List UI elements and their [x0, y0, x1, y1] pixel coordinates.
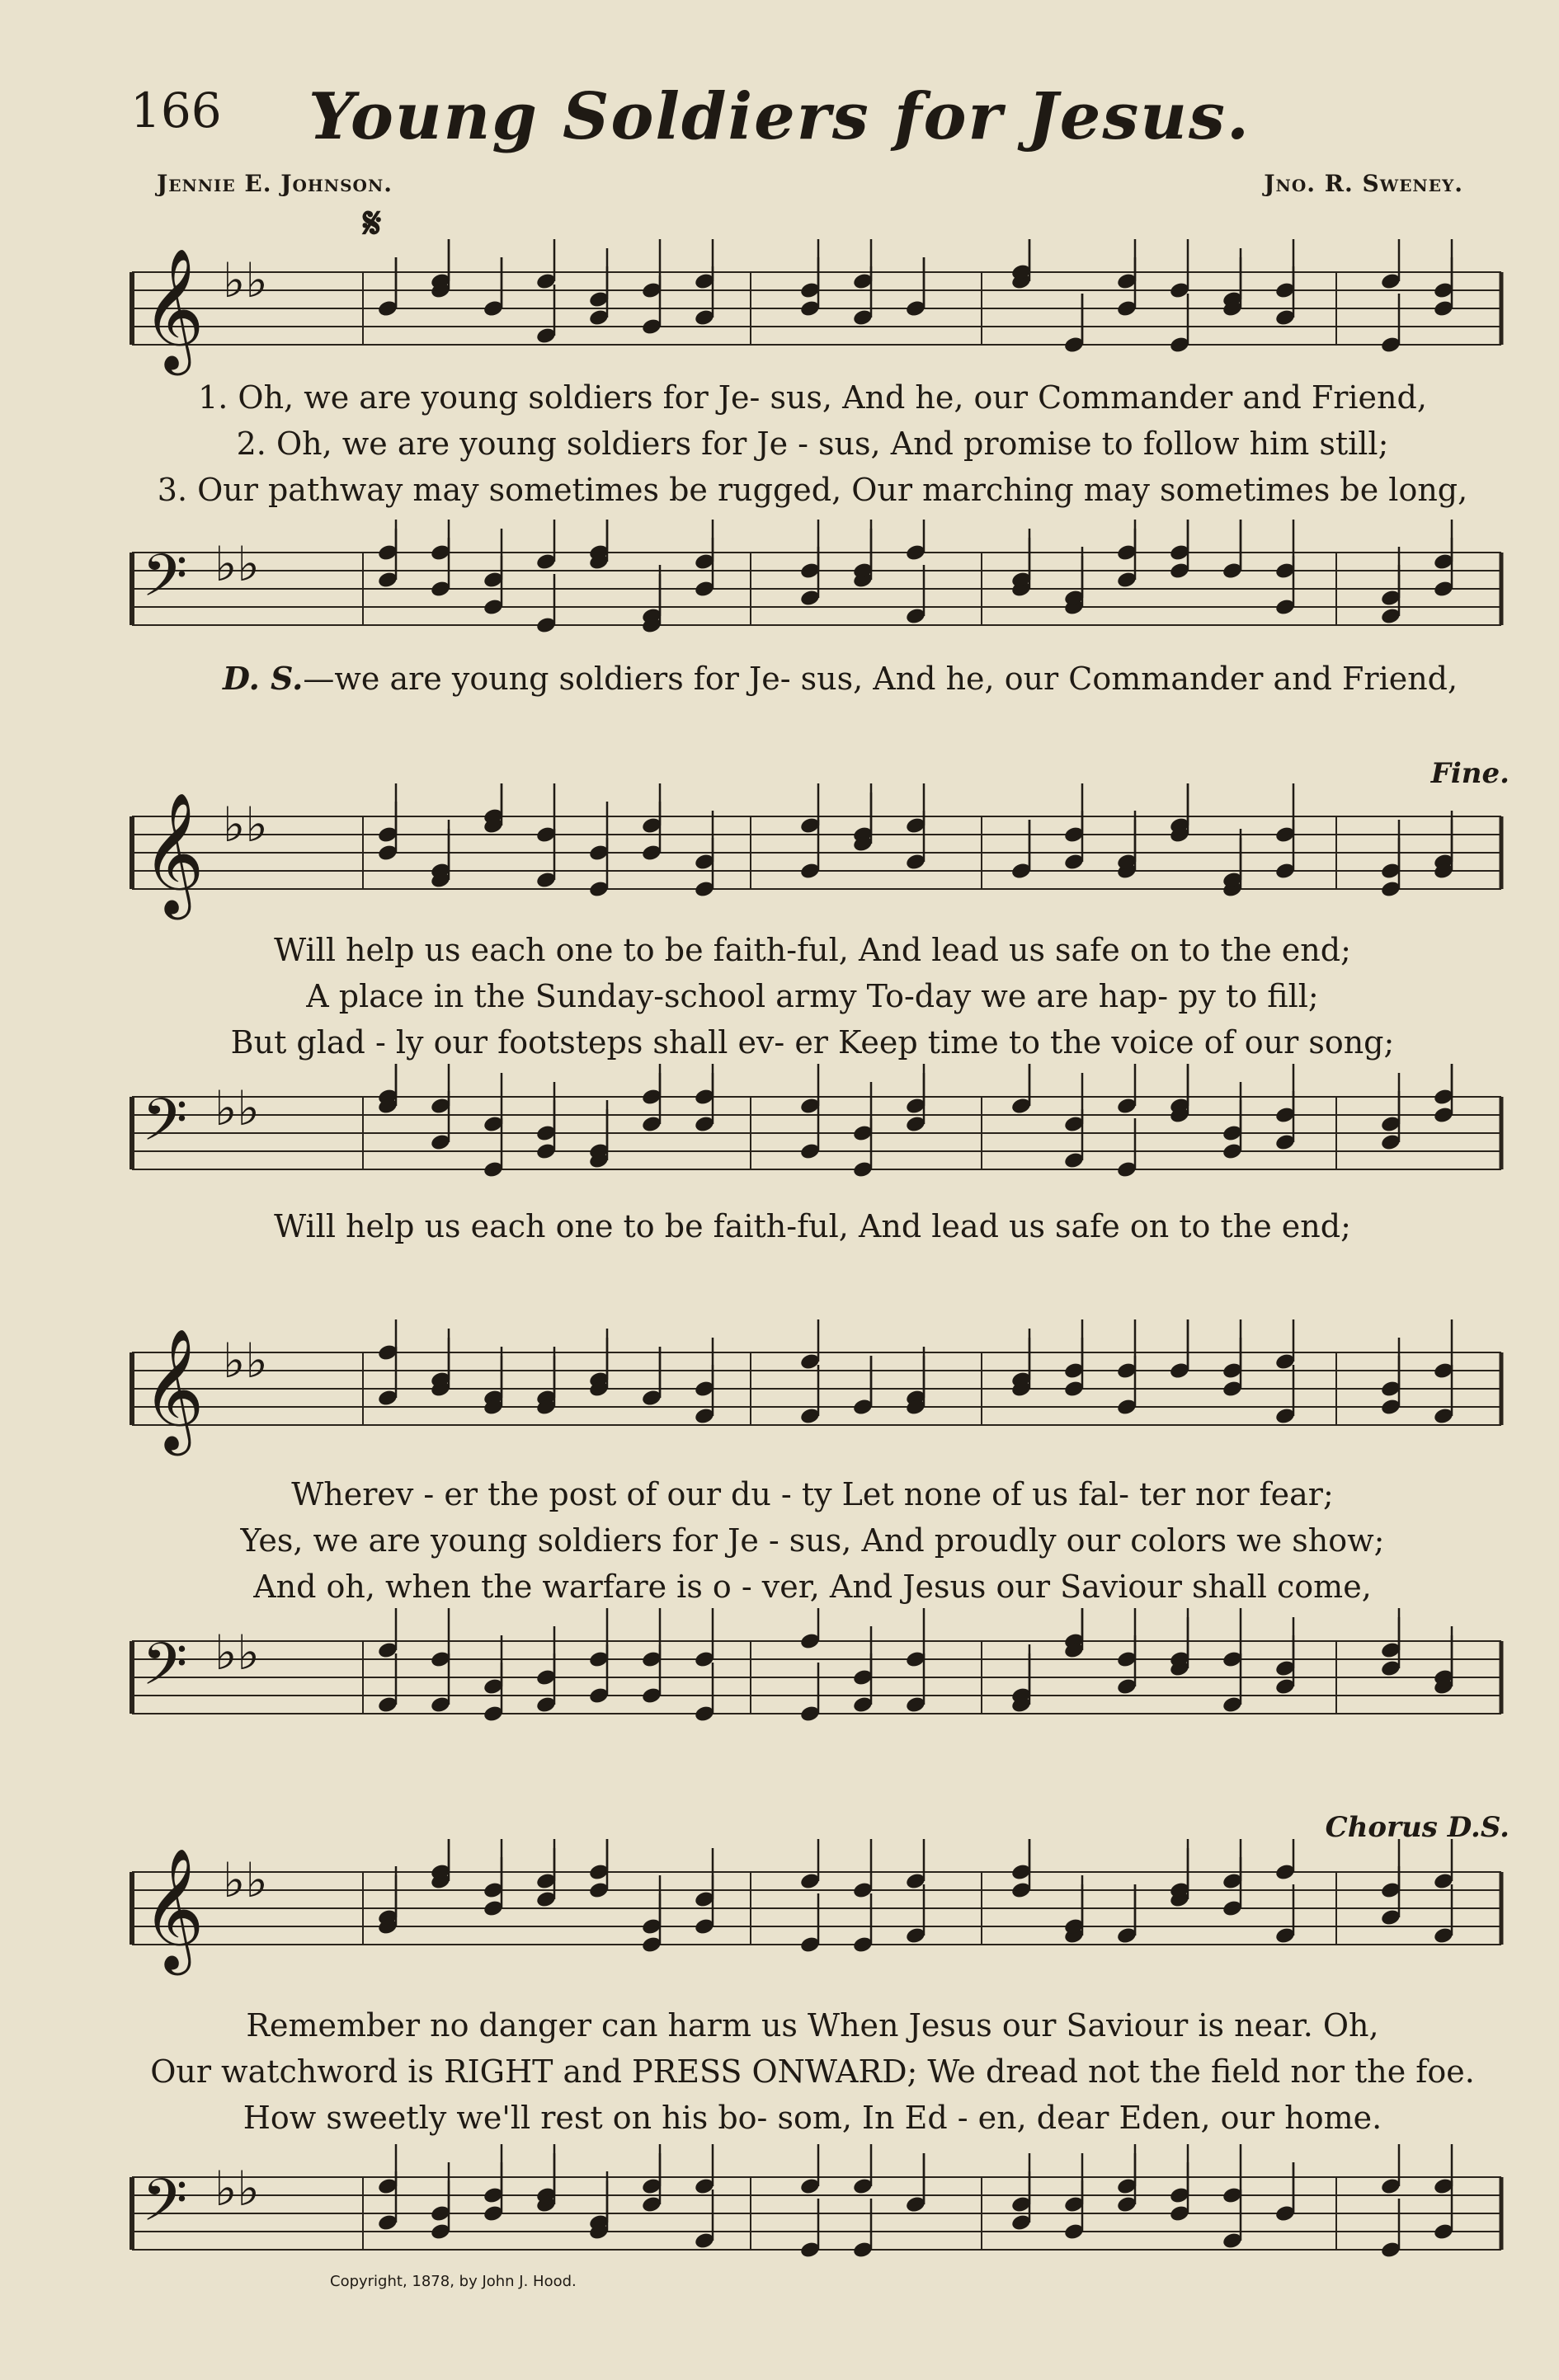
- treble-clef-icon: 𝄞: [142, 792, 205, 915]
- lyric-line-3: 3. Our pathway may sometimes be rugged, Our marching may sometimes be long,: [157, 472, 1468, 508]
- bass-clef-icon: 𝄢: [142, 1086, 188, 1169]
- lyric-line-3: And oh, when the warfare is o - ver, And Jesus our Saviour shall come,: [253, 1569, 1372, 1605]
- flat-icon: ♭♭: [223, 797, 268, 853]
- bass-staff-1: [115, 520, 1510, 668]
- system-3: [115, 1303, 1510, 1773]
- lyric-line-3: But glad - ly our footsteps shall ev- er Keep time to the voice of our song;: [230, 1024, 1395, 1061]
- treble-staff-2: [115, 783, 1510, 932]
- composer-credit: Jno. R. Sweney.: [1264, 170, 1463, 197]
- lyric-repeat-line: Will help us each one to be faith-ful, And lead us safe on to the end;: [274, 1208, 1351, 1244]
- treble-clef-icon: 𝄞: [142, 1328, 205, 1451]
- treble-staff-4: [115, 1839, 1510, 2004]
- flat-icon: ♭♭: [214, 1625, 260, 1681]
- system-4: [115, 1811, 1510, 2284]
- page-number: 166: [130, 82, 222, 139]
- lyric-line-2: A place in the Sunday-school army To-day we are hap- py to fill;: [306, 978, 1319, 1014]
- chorus-ds-mark: Chorus D.S.: [1325, 1811, 1510, 1844]
- treble-clef-icon: 𝄞: [142, 247, 205, 370]
- notes: [377, 1064, 1454, 1178]
- flat-icon: ♭♭: [214, 1080, 260, 1136]
- notes: [377, 783, 1454, 898]
- notes: [377, 1608, 1454, 1723]
- notes: [377, 2144, 1454, 2259]
- system-2: [115, 759, 1510, 1270]
- bass-clef-icon: 𝄢: [142, 542, 188, 624]
- flat-icon: ♭♭: [223, 1333, 268, 1389]
- lyric-line-2: Our watchword is RIGHT and PRESS ONWARD; We dread not the field nor the foe.: [150, 2053, 1475, 2090]
- notes: [377, 1839, 1454, 1954]
- staff-lines: [132, 1641, 1501, 1714]
- notes: [377, 1319, 1454, 1425]
- flat-icon: ♭♭: [223, 252, 268, 308]
- segno-sign: 𝄋: [363, 198, 382, 248]
- treble-clef-icon: 𝄞: [142, 1847, 205, 1970]
- lyric-line-1: Remember no danger can harm us When Jesus our Saviour is near. Oh,: [246, 2007, 1379, 2044]
- fine-mark: Fine.: [1430, 757, 1510, 790]
- lyric-line-2: 2. Oh, we are young soldiers for Je - sus, And promise to follow him still;: [236, 426, 1389, 462]
- bass-staff-2: [115, 1064, 1510, 1212]
- bass-clef-icon: 𝄢: [142, 2166, 188, 2249]
- song-title: Young Soldiers for Jesus.: [308, 79, 1251, 154]
- lyric-line-1: 1. Oh, we are young soldiers for Je- sus, And he, our Commander and Friend,: [198, 379, 1427, 416]
- treble-staff-3: [115, 1319, 1510, 1484]
- flat-icon: ♭♭: [214, 2161, 260, 2217]
- notes: [377, 520, 1454, 634]
- bass-clef-icon: 𝄢: [142, 1630, 188, 1713]
- bass-staff-4: [115, 2144, 1510, 2309]
- lyricist-credit: Jennie E. Johnson.: [157, 170, 393, 197]
- bass-staff-3: [115, 1608, 1510, 1773]
- lyric-line-2: Yes, we are young soldiers for Je - sus, And proudly our colors we show;: [240, 1522, 1385, 1559]
- copyright-notice: Copyright, 1878, by John J. Hood.: [330, 2273, 577, 2290]
- lyric-line-3: How sweetly we'll rest on his bo- som, In Ed - en, dear Eden, our home.: [243, 2100, 1382, 2136]
- system-1: [115, 198, 1510, 701]
- flat-icon: ♭♭: [223, 1852, 268, 1908]
- ds-line: [223, 660, 1458, 697]
- notes: [377, 239, 1454, 354]
- ds-text: —we are young soldiers for Je- sus, And he, our Commander and Friend,: [303, 661, 1458, 697]
- lyric-line-1: Wherev - er the post of our du - ty Let none of us fal- ter nor fear;: [291, 1476, 1334, 1512]
- staff-lines: [132, 553, 1501, 625]
- flat-icon: ♭♭: [214, 536, 260, 592]
- ds-tag: D. S.: [223, 660, 304, 697]
- lyric-line-1: Will help us each one to be faith-ful, And lead us safe on to the end;: [274, 932, 1351, 968]
- treble-staff-1: [115, 239, 1510, 388]
